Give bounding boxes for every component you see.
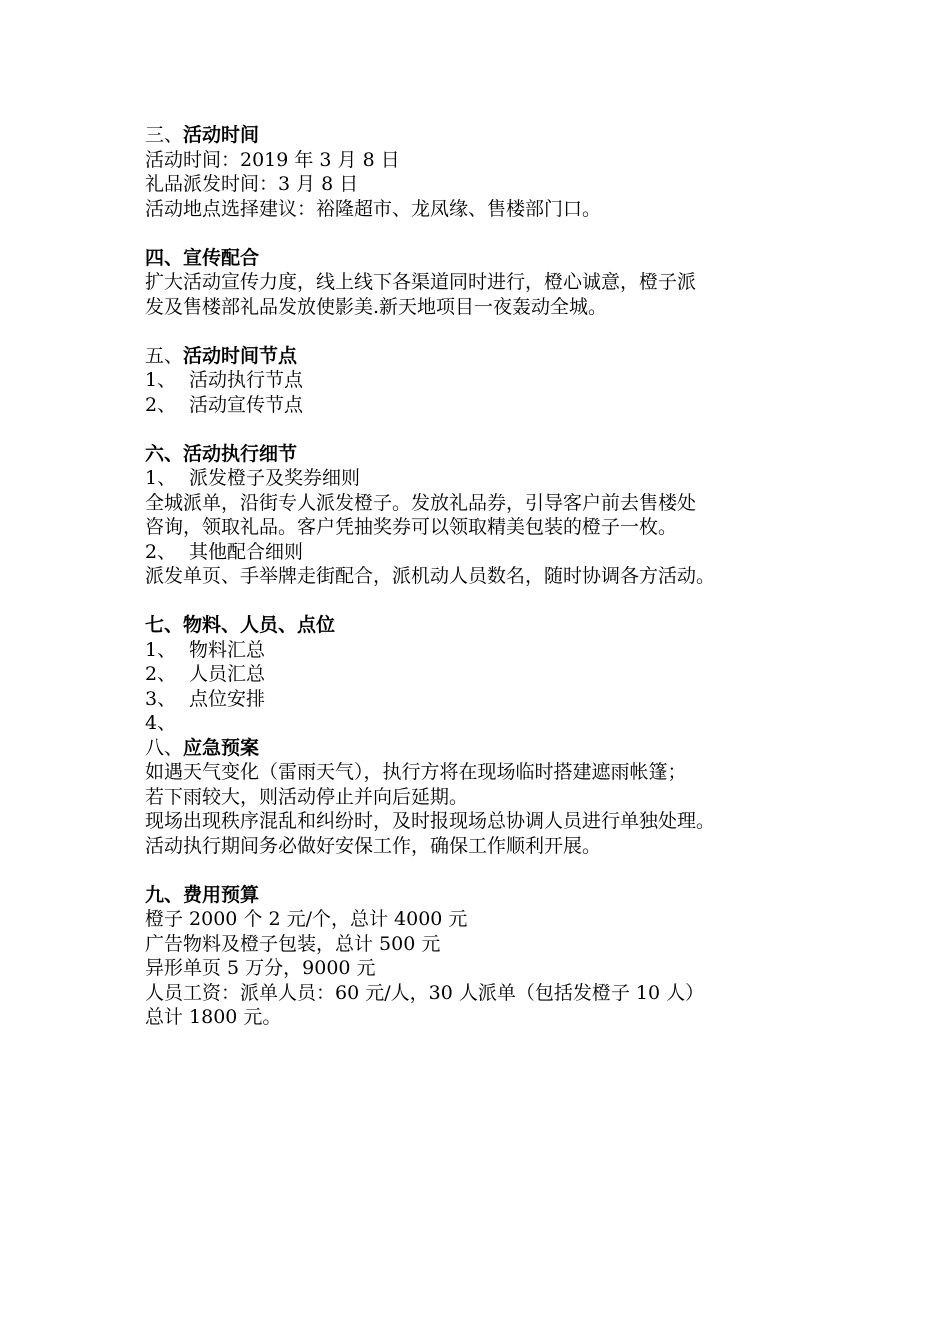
section-3-heading: [145, 123, 845, 148]
section-9-prefix: 九、: [145, 883, 184, 906]
section-6-sub-1-line-2: 咨询，领取礼品。客户凭抽奖券可以领取精美包装的橙子一枚。: [145, 516, 678, 538]
item-text: 人员汇总: [189, 663, 266, 685]
section-4-prefix: 四、: [145, 246, 184, 269]
section-6-sub-1: [145, 466, 845, 491]
section-7-item-2: [145, 662, 845, 687]
document-page: [145, 123, 845, 1030]
section-8-line-1: 如遇天气变化（雷雨天气），执行方将在现场临时搭建遮雨帐篷；: [145, 761, 687, 783]
spacer: [145, 858, 845, 883]
section-4-line-2: 发及售楼部礼品发放使影美.新天地项目一夜轰动全城。: [145, 295, 608, 318]
spacer: [145, 417, 845, 442]
section-6-heading: [145, 442, 845, 467]
section-9-line-3: 异形单页 5 万分，9000 元: [145, 957, 376, 979]
section-3-prefix: 三、: [145, 124, 184, 146]
section-4-heading: [145, 246, 845, 271]
item-number: 2、: [145, 663, 177, 685]
item-number: 2、: [145, 540, 177, 563]
section-7-title: 物料、人员、点位: [183, 614, 336, 636]
item-text: 其他配合细则: [189, 540, 304, 563]
item-text: 点位安排: [189, 687, 266, 710]
item-number: 3、: [145, 687, 177, 710]
item-text: 派发橙子及奖券细则: [189, 467, 361, 489]
section-3-line-1: 活动时间：2019 年 3 月 8 日: [145, 148, 400, 171]
item-number: 2、: [145, 393, 177, 416]
section-6-title: 活动执行细节: [183, 442, 298, 465]
section-8-line-2: 若下雨较大，则活动停止并向后延期。: [145, 785, 469, 808]
section-5-item-1: [145, 368, 845, 393]
section-5-title: 活动时间节点: [183, 344, 298, 367]
section-7-heading: [145, 613, 845, 638]
item-number: 1、: [145, 467, 177, 489]
section-4-title: 宣传配合: [183, 246, 260, 269]
section-6-sub-2: [145, 540, 845, 565]
section-9-line-1: 橙子 2000 个 2 元/个，总计 4000 元: [145, 908, 468, 930]
section-3-line-3: 活动地点选择建议：裕隆超市、龙凤缘、售楼部门口。: [145, 197, 602, 220]
section-6-sub-1-line-1: 全城派单，沿街专人派发橙子。发放礼品券，引导客户前去售楼处: [145, 491, 697, 514]
section-3-line-2: 礼品派发时间：3 月 8 日: [145, 173, 359, 195]
section-9-title: 费用预算: [183, 883, 260, 906]
section-9-heading: [145, 883, 845, 908]
section-8-heading: [145, 736, 845, 761]
spacer: [145, 319, 845, 344]
item-text: 活动宣传节点: [189, 393, 304, 416]
item-number: 1、: [145, 369, 177, 391]
section-8-line-3: 现场出现秩序混乱和纠纷时，及时报现场总协调人员进行单独处理。: [145, 810, 716, 832]
spacer: [145, 221, 845, 246]
section-4-line-1: 扩大活动宣传力度，线上线下各渠道同时进行，橙心诚意，橙子派: [145, 271, 697, 293]
section-7-item-4: [145, 711, 845, 736]
item-text: 物料汇总: [189, 638, 266, 661]
section-7-prefix: 七、: [145, 614, 184, 636]
section-6-sub-2-line-1: 派发单页、手举牌走街配合，派机动人员数名，随时协调各方活动。: [145, 565, 716, 587]
section-5-item-2: [145, 393, 845, 418]
section-8-prefix: 八、: [145, 736, 184, 759]
section-5-heading: [145, 344, 845, 369]
section-5-prefix: 五、: [145, 344, 184, 367]
section-8-title: 应急预案: [183, 736, 260, 759]
item-number: 1、: [145, 638, 177, 661]
section-9-line-2: 广告物料及橙子包装，总计 500 元: [145, 932, 441, 955]
section-7-item-1: [145, 638, 845, 663]
spacer: [145, 589, 845, 614]
section-9-line-5: 总计 1800 元。: [145, 1006, 282, 1028]
section-3-title: 活动时间: [183, 124, 260, 146]
section-9-line-4: 人员工资：派单人员：60 元/人，30 人派单（包括发橙子 10 人）: [145, 981, 705, 1004]
section-6-prefix: 六、: [145, 442, 184, 465]
item-text: 活动执行节点: [189, 369, 304, 391]
section-7-item-3: [145, 687, 845, 712]
item-number: 4、: [145, 712, 177, 734]
section-8-line-4: 活动执行期间务必做好安保工作，确保工作顺利开展。: [145, 834, 602, 857]
